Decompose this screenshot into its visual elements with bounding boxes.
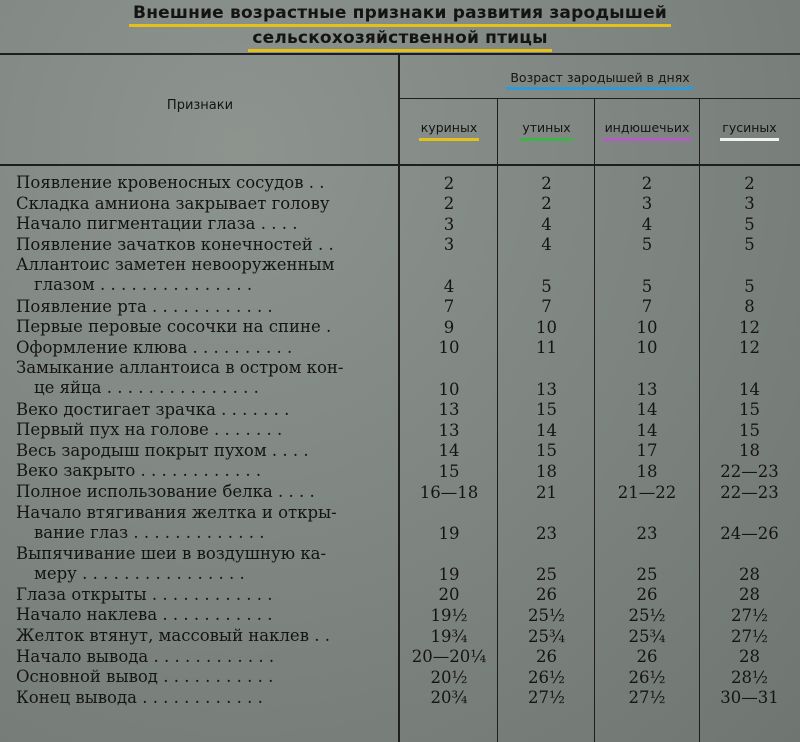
table-row — [0, 667, 800, 688]
feature-line: меру . . . . . . . . . . . . . . . . — [34, 563, 245, 583]
age-value: 26 — [536, 647, 557, 667]
age-value: 14 — [636, 420, 658, 440]
age-value: 5 — [641, 235, 653, 255]
header-bottom-rule — [0, 164, 800, 166]
age-value: 26 — [636, 647, 658, 667]
age-value: 28 — [739, 564, 760, 584]
feature-line: Начало вывода . . . . . . . . . . . . — [16, 646, 275, 666]
age-value: 26½ — [528, 667, 565, 687]
species-label: индюшечьих — [603, 120, 692, 141]
feature-line: Основной вывод . . . . . . . . . . . — [16, 667, 274, 687]
feature-line: Замыкание аллантоиса в остром кон- — [16, 358, 344, 378]
species-header-goose — [699, 120, 800, 141]
table-row — [0, 441, 800, 462]
age-value: 5 — [541, 276, 552, 296]
age-value: 30—31 — [720, 688, 779, 708]
feature-label — [16, 420, 394, 440]
table-title — [0, 2, 800, 52]
feature-line: Первые перовые сосочки на спине . — [16, 317, 332, 337]
feature-label — [16, 482, 394, 502]
feature-label — [16, 503, 394, 543]
feature-line: Появление кровеносных сосудов . . — [16, 173, 325, 192]
feature-line: Выпячивание шеи в воздушную ка- — [16, 543, 327, 563]
table-row — [0, 297, 800, 318]
age-value: 5 — [744, 214, 755, 234]
age-value: 20¾ — [430, 688, 468, 708]
age-value: 2 — [443, 173, 455, 193]
age-header-rule — [400, 98, 800, 99]
feature-line: Появление рта . . . . . . . . . . . . — [16, 296, 273, 316]
species-header-turkey — [595, 120, 699, 141]
age-value: 21 — [536, 482, 557, 502]
species-header-duck — [498, 120, 595, 141]
age-value: 10 — [438, 338, 460, 358]
age-value: 15 — [739, 420, 760, 440]
feature-label — [16, 647, 394, 667]
table-row — [0, 214, 800, 235]
feature-line: Начало наклева . . . . . . . . . . . — [16, 605, 273, 625]
feature-line: Веко закрыто . . . . . . . . . . . . — [16, 461, 262, 481]
age-value: 12 — [739, 317, 760, 337]
table-row — [0, 400, 800, 421]
feature-label — [16, 605, 394, 625]
age-value: 18 — [739, 441, 760, 461]
age-value: 5 — [744, 235, 755, 255]
table-body — [0, 173, 800, 708]
age-value: 27½ — [628, 688, 666, 708]
age-value: 14 — [536, 420, 557, 440]
age-value: 5 — [744, 276, 755, 296]
features-header: Признаки — [166, 98, 234, 113]
table-row — [0, 255, 800, 296]
table-row — [0, 585, 800, 606]
age-value: 27½ — [731, 626, 768, 646]
feature-label — [16, 194, 394, 214]
age-value: 10 — [438, 379, 460, 399]
age-value: 18 — [636, 461, 658, 481]
age-value: 2 — [641, 173, 653, 193]
age-value: 15 — [739, 400, 760, 420]
age-header-label: Возраст зародышей в днях — [506, 70, 693, 90]
feature-label — [16, 626, 394, 646]
age-value: 10 — [536, 317, 557, 337]
age-value: 7 — [443, 297, 455, 317]
age-value: 3 — [641, 194, 653, 214]
feature-label — [16, 317, 394, 337]
age-value: 19¾ — [430, 626, 468, 646]
species-label: гусиных — [720, 120, 778, 141]
age-value: 20½ — [430, 667, 468, 687]
age-value: 26 — [536, 585, 557, 605]
table-row — [0, 688, 800, 709]
age-value: 5 — [641, 276, 653, 296]
age-value: 20—20¼ — [411, 647, 487, 667]
age-value: 23 — [536, 523, 557, 543]
table-row — [0, 503, 800, 544]
age-value: 23 — [636, 523, 658, 543]
age-value: 24—26 — [720, 523, 779, 543]
age-value: 25 — [536, 564, 557, 584]
age-value: 4 — [541, 214, 552, 234]
age-value: 13 — [438, 420, 460, 440]
feature-line: Весь зародыш покрыт пухом . . . . — [16, 440, 309, 460]
age-value: 3 — [744, 194, 755, 214]
age-value: 7 — [641, 297, 653, 317]
title-line-1: Внешние возрастные признаки развития зародышей — [129, 2, 671, 27]
age-value: 7 — [541, 297, 552, 317]
feature-line: Веко достигает зрачка . . . . . . . — [16, 399, 290, 419]
age-value: 27½ — [731, 606, 768, 626]
age-value: 2 — [744, 173, 755, 193]
table-row — [0, 626, 800, 647]
feature-line: вание глаз . . . . . . . . . . . . . — [34, 522, 265, 542]
age-value: 25 — [636, 564, 658, 584]
age-value: 22—23 — [720, 482, 779, 502]
table-row — [0, 194, 800, 215]
age-value: 25¾ — [528, 626, 565, 646]
feature-label — [16, 585, 394, 605]
feature-label — [16, 358, 394, 398]
feature-line: Появление зачатков конечностей . . — [16, 234, 334, 254]
table-row — [0, 461, 800, 482]
age-value: 11 — [536, 338, 557, 358]
feature-label — [16, 400, 394, 420]
age-value: 18 — [536, 461, 557, 481]
species-label: куриных — [419, 120, 479, 141]
age-value: 25½ — [528, 606, 565, 626]
age-value: 25¾ — [628, 626, 666, 646]
age-value: 12 — [739, 338, 760, 358]
feature-line: Глаза открыты . . . . . . . . . . . . — [16, 584, 273, 604]
age-value: 20 — [438, 585, 460, 605]
species-header-chicken — [400, 120, 498, 141]
table-row — [0, 173, 800, 194]
feature-line: Конец вывода . . . . . . . . . . . . — [16, 687, 263, 707]
age-value: 8 — [744, 297, 755, 317]
feature-line: це яйца . . . . . . . . . . . . . . . — [34, 378, 259, 398]
age-value: 14 — [636, 400, 658, 420]
age-value: 9 — [443, 317, 455, 337]
feature-label — [16, 235, 394, 255]
age-value: 2 — [443, 194, 455, 214]
feature-line: глазом . . . . . . . . . . . . . . . — [34, 275, 253, 295]
feature-line: Первый пух на голове . . . . . . . — [16, 420, 283, 440]
feature-label — [16, 667, 394, 687]
feature-line: Желток втянут, массовый наклев . . — [16, 626, 330, 646]
age-value: 28½ — [731, 667, 768, 687]
table-row — [0, 605, 800, 626]
age-value: 26½ — [628, 667, 666, 687]
table-top-rule — [0, 53, 800, 55]
age-value: 22—23 — [720, 461, 779, 481]
age-value: 15 — [438, 461, 460, 481]
feature-label — [16, 688, 394, 708]
age-value: 2 — [541, 173, 552, 193]
age-value: 14 — [739, 379, 760, 399]
age-value: 26 — [636, 585, 658, 605]
title-line-2: сельскохозяйственной птицы — [248, 27, 551, 52]
feature-label — [16, 338, 394, 358]
age-value: 2 — [541, 194, 552, 214]
age-value: 19½ — [430, 606, 468, 626]
age-value: 25½ — [628, 606, 666, 626]
feature-line: Оформление клюва . . . . . . . . . . — [16, 337, 293, 357]
table-row — [0, 338, 800, 359]
age-value: 13 — [438, 400, 460, 420]
age-value: 28 — [739, 585, 760, 605]
feature-label — [16, 255, 394, 295]
age-value: 19 — [438, 564, 460, 584]
table-row — [0, 420, 800, 441]
age-value: 19 — [438, 523, 460, 543]
age-value: 16—18 — [419, 482, 479, 502]
age-value: 27½ — [528, 688, 565, 708]
feature-label — [16, 461, 394, 481]
feature-line: Начало пигментации глаза . . . . — [16, 214, 298, 234]
age-value: 14 — [438, 441, 460, 461]
feature-line: Полное использование белка . . . . — [16, 481, 315, 501]
feature-line: Начало втягивания желтка и откры- — [16, 502, 337, 522]
age-value: 3 — [443, 214, 455, 234]
age-value: 4 — [541, 235, 552, 255]
age-value: 10 — [636, 317, 658, 337]
feature-label — [16, 441, 394, 461]
age-value: 28 — [739, 647, 760, 667]
age-header — [400, 70, 800, 85]
age-value: 4 — [443, 276, 455, 296]
age-value: 13 — [536, 379, 557, 399]
age-value: 3 — [443, 235, 455, 255]
feature-label — [16, 297, 394, 317]
age-value: 15 — [536, 441, 557, 461]
table-row — [0, 317, 800, 338]
table-row — [0, 235, 800, 256]
feature-label — [16, 214, 394, 234]
feature-line: Аллантоис заметен невооруженным — [16, 255, 335, 275]
feature-label — [16, 544, 394, 584]
age-value: 10 — [636, 338, 658, 358]
table-row — [0, 482, 800, 503]
age-value: 15 — [536, 400, 557, 420]
age-value: 4 — [641, 214, 653, 234]
table-row — [0, 544, 800, 585]
table-row — [0, 647, 800, 668]
table-row — [0, 358, 800, 399]
age-value: 21—22 — [617, 482, 677, 502]
feature-label — [16, 173, 394, 193]
feature-line: Складка амниона закрывает голову — [16, 193, 330, 213]
species-label: утиных — [520, 120, 572, 141]
age-value: 17 — [636, 441, 658, 461]
age-value: 13 — [636, 379, 658, 399]
